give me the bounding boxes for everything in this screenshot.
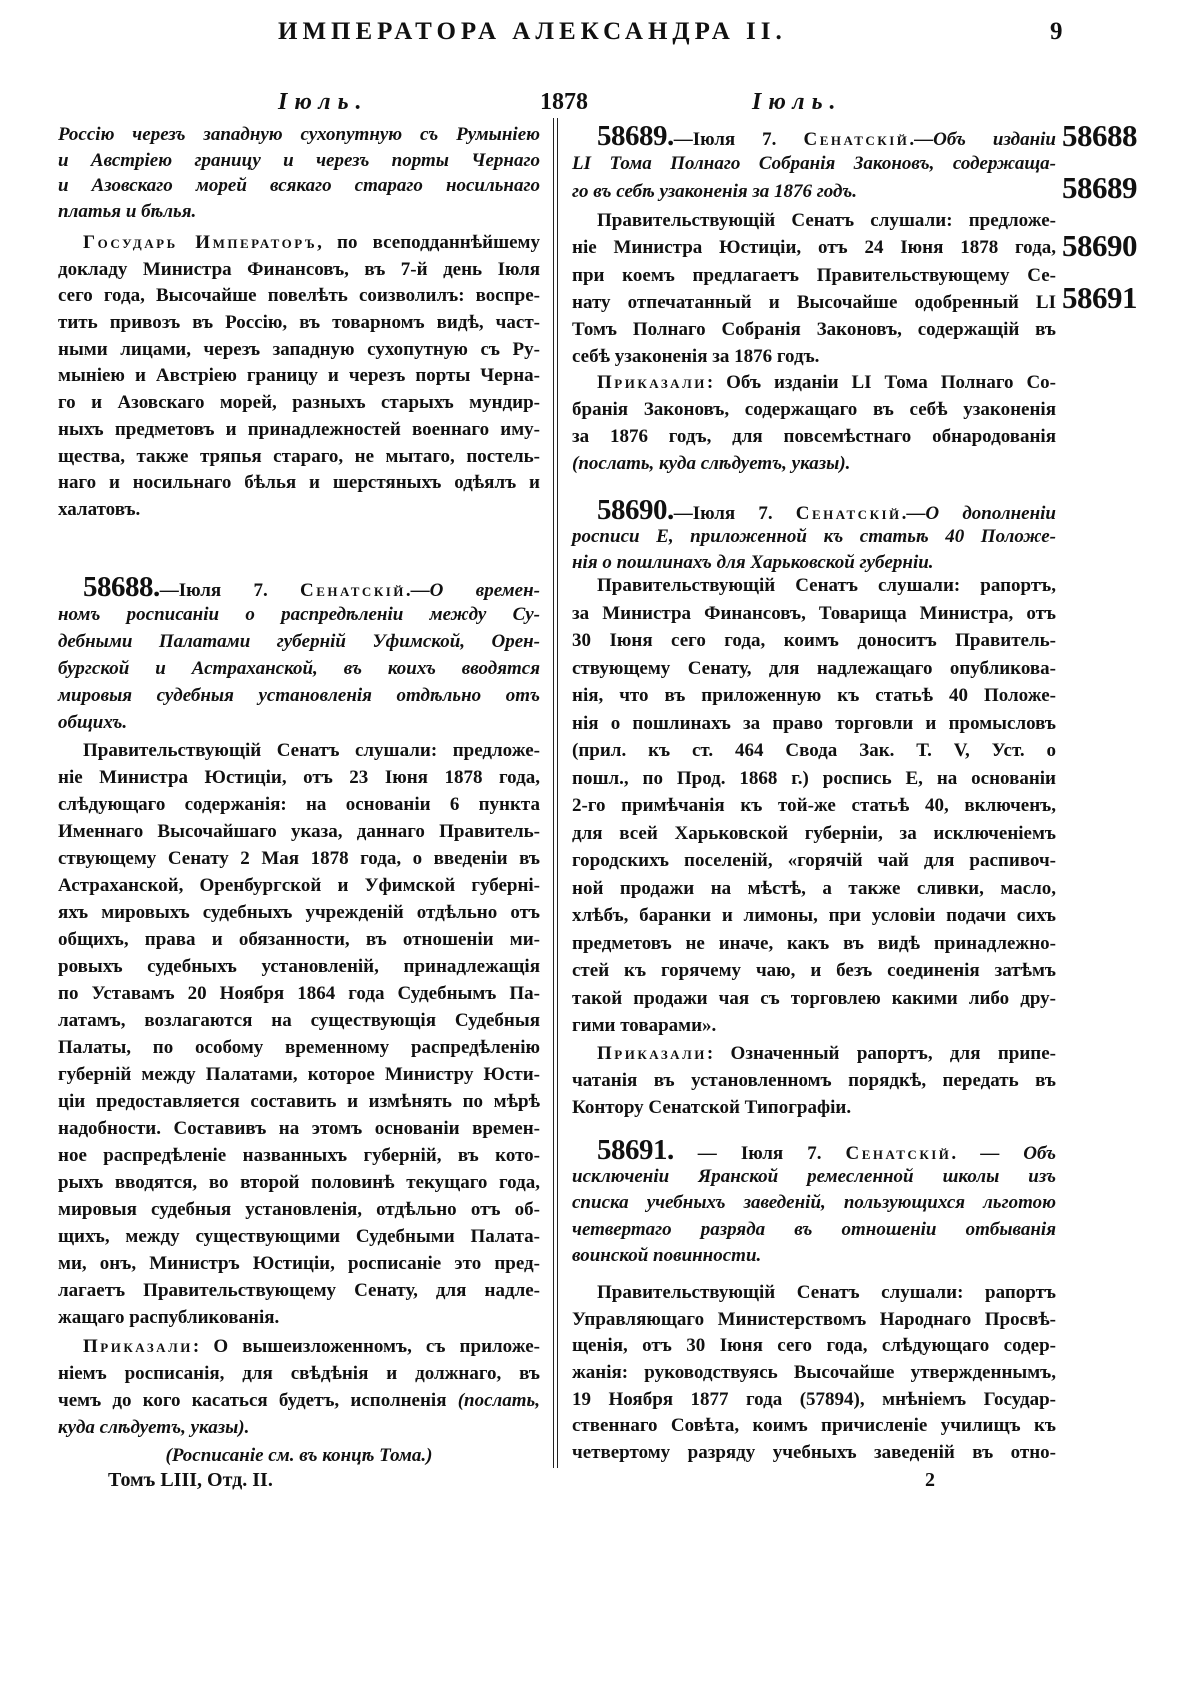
text-line bbox=[572, 682, 1056, 710]
small-caps-text: Государь Императоръ bbox=[83, 232, 318, 253]
text-segment: для всей Харьковской губерніи, за исключеніемъ bbox=[572, 822, 1056, 844]
text-line bbox=[572, 820, 1056, 848]
text-segment: — Іюля 7. bbox=[673, 1143, 846, 1164]
text-line bbox=[572, 765, 1056, 793]
text-line bbox=[572, 289, 1056, 316]
text-line bbox=[58, 764, 540, 791]
text-segment: ное распредѣленіе названныхъ губерній, въ кото- bbox=[58, 1145, 540, 1166]
text-line bbox=[58, 571, 540, 603]
text-line bbox=[58, 953, 540, 980]
text-segment: рыхъ вводятся, во второй половинѣ текущаго года, bbox=[58, 1172, 540, 1193]
text-line bbox=[58, 1007, 540, 1034]
text-segment: Астраханской, Оренбургской и Уфимской губерні- bbox=[58, 875, 540, 896]
text-segment: четвертаго разряда въ отношеніи отбыванія bbox=[572, 1218, 1056, 1240]
text-segment: нату отпечатанный и Высочайше одобренный LI bbox=[572, 291, 1056, 313]
text-line bbox=[58, 709, 540, 736]
text-line bbox=[58, 1223, 540, 1250]
text-segment: себѣ узаконенія за 1876 годъ. bbox=[572, 346, 820, 368]
text-segment: сего года, Высочайше повелѣть соизволилъ: воспре- bbox=[58, 285, 540, 307]
text-line bbox=[58, 1196, 540, 1223]
text-segment: мировыя судебныя установленія, отдѣльно отъ об- bbox=[58, 1199, 540, 1220]
text-segment: .— bbox=[901, 503, 926, 524]
text-segment: ствующему Сенату, для надлежащаго опубликова- bbox=[572, 657, 1056, 679]
text-line bbox=[58, 1277, 540, 1304]
text-segment: надобности. Составивъ на этомъ основаніи времен- bbox=[58, 1118, 540, 1139]
text-segment: мыніею и Австріею границу и черезъ порты Черна- bbox=[58, 365, 540, 387]
text-segment: ственнаго Совѣта, коимъ причисленіе училищъ къ bbox=[572, 1415, 1056, 1437]
text-segment: воинской повинности. bbox=[572, 1245, 762, 1267]
text-line bbox=[572, 1243, 1056, 1270]
text-line bbox=[572, 957, 1056, 985]
text-line bbox=[572, 178, 1056, 206]
text-line bbox=[572, 1387, 1056, 1414]
text-line bbox=[58, 682, 540, 709]
text-segment: при коемъ предлагаетъ Правительствующему Се- bbox=[572, 264, 1056, 286]
running-title: ИМПЕРАТОРА АЛЕКСАНДРА II. bbox=[278, 18, 787, 45]
text-line bbox=[58, 363, 540, 390]
text-line bbox=[58, 1061, 540, 1088]
text-segment: ціи предоставляется составить и измѣнять по мѣрѣ bbox=[58, 1091, 540, 1112]
text-segment: чатанія въ установленномъ порядкѣ, передать въ bbox=[572, 1070, 1056, 1091]
text-line bbox=[572, 847, 1056, 875]
text-segment: платья и бѣлья. bbox=[58, 200, 197, 222]
text-segment: предметовъ не иначе, какъ въ видѣ принадлежно- bbox=[572, 932, 1056, 954]
text-block bbox=[572, 369, 1056, 477]
text-line bbox=[58, 818, 540, 845]
small-caps-text: Приказали bbox=[597, 372, 707, 393]
text-line bbox=[572, 1164, 1056, 1191]
small-caps-text: Приказали bbox=[83, 1336, 193, 1357]
text-line bbox=[58, 390, 540, 417]
text-segment: бранія Законовъ, содержащаго въ себѣ узаконенія bbox=[572, 399, 1056, 420]
text-line bbox=[58, 199, 540, 225]
text-segment: Правительствующій Сенатъ слушали: рапортъ, bbox=[597, 575, 1056, 596]
text-line bbox=[572, 1217, 1056, 1244]
text-line bbox=[58, 926, 540, 953]
month-left: Іюль. bbox=[278, 89, 369, 115]
text-line bbox=[58, 337, 540, 364]
text-segment: , по всеподданнѣйшему bbox=[317, 232, 540, 253]
text-segment: Объ bbox=[1023, 1143, 1056, 1164]
year: 1878 bbox=[540, 89, 588, 115]
text-segment: : Означенный рапортъ, для припе- bbox=[706, 1043, 1056, 1064]
column-divider bbox=[553, 118, 554, 1468]
text-line bbox=[58, 310, 540, 337]
text-line bbox=[58, 628, 540, 655]
text-line bbox=[58, 1442, 540, 1469]
text-segment: LI Тома Полнаго Собранія Законовъ, содержаща- bbox=[572, 153, 1056, 174]
text-segment: докладу Министра Финансовъ, въ 7-й день Іюля bbox=[58, 258, 540, 280]
text-segment: щенія, отъ 30 Іюня сего года, слѣдующаго содер- bbox=[572, 1335, 1056, 1357]
text-line bbox=[572, 1440, 1056, 1467]
text-segment: ствующему Сенату 2 Мая 1878 года, о введеніи въ bbox=[58, 848, 540, 869]
small-caps-text: Сенатскій bbox=[803, 129, 910, 150]
text-segment: ми, онъ, Министръ Юстиціи, росписаніе это пред- bbox=[58, 1253, 540, 1274]
text-segment: губерній между Палатами, которое Министру Юсти- bbox=[58, 1064, 540, 1085]
text-line bbox=[572, 1040, 1056, 1067]
text-line bbox=[572, 450, 1056, 477]
text-line bbox=[572, 396, 1056, 423]
text-block bbox=[58, 122, 540, 224]
text-line bbox=[58, 1360, 540, 1387]
text-block bbox=[58, 230, 540, 524]
text-segment: жащаго распубликованія. bbox=[58, 1307, 280, 1328]
text-line bbox=[572, 792, 1056, 820]
text-line bbox=[58, 122, 540, 148]
decree-number: 58688. bbox=[83, 571, 160, 603]
text-segment: ніе Министра Юстиціи, отъ 23 Іюня 1878 года, bbox=[58, 767, 540, 788]
text-segment: такой продажи чая съ торговлею какими либо дру- bbox=[572, 987, 1056, 1009]
text-line bbox=[572, 316, 1056, 343]
text-line bbox=[572, 875, 1056, 903]
text-line bbox=[572, 600, 1056, 628]
text-block bbox=[58, 571, 540, 736]
text-line bbox=[572, 369, 1056, 396]
text-segment: Правительствующій Сенатъ слушали: предложе- bbox=[83, 740, 540, 761]
text-segment: четвертому разряду учебныхъ заведеній въ отно- bbox=[572, 1442, 1056, 1464]
text-segment: : О вышеизложенномъ, съ приложе- bbox=[192, 1336, 540, 1357]
text-line bbox=[572, 122, 1056, 150]
text-segment: хлѣбъ, баранки и лимоны, при условіи подачи сихъ bbox=[572, 905, 1056, 926]
text-segment: .— bbox=[405, 580, 430, 601]
text-line bbox=[572, 234, 1056, 261]
text-segment: яхъ мировыхъ судебныхъ учрежденій отдѣльно отъ bbox=[58, 902, 540, 923]
text-block bbox=[572, 122, 1056, 206]
text-segment: росписи Е, приложенной къ статьѣ 40 Положе- bbox=[572, 525, 1056, 547]
small-caps-text: Приказали bbox=[597, 1043, 707, 1064]
text-segment: куда слѣдуетъ, указы). bbox=[58, 1417, 250, 1438]
margin-number: 58690 bbox=[1062, 228, 1137, 263]
text-segment: халатовъ. bbox=[58, 498, 141, 520]
text-block bbox=[58, 1442, 540, 1469]
text-line bbox=[572, 1280, 1056, 1307]
text-line bbox=[58, 1088, 540, 1115]
month-right: Іюль. bbox=[752, 89, 843, 115]
text-segment: Правительствующій Сенатъ слушали: рапортъ bbox=[597, 1282, 1056, 1303]
text-block bbox=[572, 572, 1056, 1040]
text-segment: (прил. къ ст. 464 Свода Зак. Т. V, Уст. о bbox=[572, 740, 1056, 761]
text-segment: ніемъ росписанія, для свѣдѣнія и должнаго, въ bbox=[58, 1363, 540, 1384]
text-line bbox=[572, 1067, 1056, 1094]
text-block bbox=[572, 1040, 1056, 1121]
text-segment: ной продажи на мѣстѣ, а также сливки, масло, bbox=[572, 877, 1056, 899]
text-segment: (послать, куда слѣдуетъ, указы). bbox=[572, 453, 851, 474]
text-line bbox=[572, 1012, 1056, 1040]
text-segment: 19 Ноября 1877 года (57894), мнѣніемъ Государ- bbox=[572, 1388, 1056, 1410]
text-line bbox=[58, 1414, 540, 1441]
text-line bbox=[572, 710, 1056, 738]
volume-footer: Томъ LIII, Отд. II. bbox=[108, 1469, 273, 1491]
text-segment: Контору Сенатской Типографіи. bbox=[572, 1097, 852, 1118]
text-segment: ровыхъ судебныхъ установленій, принадлежащія bbox=[58, 956, 540, 977]
text-segment: Именнаго Высочайшаго указа, даннаго Правитель- bbox=[58, 821, 540, 842]
text-segment: жанія: руководствуясь Высочайше утвержденнымъ, bbox=[572, 1362, 1056, 1384]
text-line bbox=[572, 655, 1056, 683]
decree-number: 58691. bbox=[597, 1134, 674, 1166]
text-segment: О дополненіи bbox=[925, 503, 1056, 524]
text-line bbox=[572, 737, 1056, 765]
text-line bbox=[572, 494, 1056, 526]
text-block bbox=[572, 207, 1056, 371]
text-line bbox=[58, 872, 540, 899]
text-segment: наго и носильнаго бѣлья и шерстяныхъ одѣялъ и bbox=[58, 472, 540, 494]
text-segment: 30 Іюня сего года, коимъ доноситъ Правитель- bbox=[572, 630, 1056, 651]
page-number: 9 bbox=[1050, 18, 1068, 45]
text-line bbox=[572, 1413, 1056, 1440]
text-line bbox=[58, 1142, 540, 1169]
column-divider bbox=[557, 118, 558, 1468]
text-segment: 2-го примѣчанія къ той-же статьѣ 40, включенъ, bbox=[572, 795, 1056, 816]
text-line bbox=[58, 470, 540, 497]
text-segment: чемъ до кого касаться будетъ, исполненія bbox=[58, 1390, 458, 1411]
text-line bbox=[58, 737, 540, 764]
text-segment: : Объ изданіи LI Тома Полнаго Со- bbox=[706, 372, 1056, 393]
margin-number: 58691 bbox=[1062, 280, 1137, 315]
text-line bbox=[58, 1169, 540, 1196]
text-line bbox=[58, 1034, 540, 1061]
text-line bbox=[572, 423, 1056, 450]
text-segment: Россію черезъ западную сухопутную съ Румыніею bbox=[58, 124, 540, 145]
text-line bbox=[572, 930, 1056, 958]
text-block bbox=[572, 1280, 1056, 1467]
text-segment: по Уставамъ 20 Ноября 1864 года Судебнымъ Па- bbox=[58, 983, 540, 1004]
text-line bbox=[572, 1333, 1056, 1360]
text-line bbox=[58, 899, 540, 926]
text-segment: за 1876 годъ, для повсемѣстнаго обнародованія bbox=[572, 426, 1056, 447]
text-block bbox=[572, 494, 1056, 577]
text-segment: (послать, bbox=[457, 1390, 540, 1411]
text-segment: Томъ Полнаго Собранія Законовъ, содержащій въ bbox=[572, 319, 1056, 341]
text-line bbox=[572, 627, 1056, 655]
text-segment: общихъ, права и обязанности, въ отношеніи ми- bbox=[58, 929, 540, 950]
text-segment: Объ изданіи bbox=[933, 129, 1056, 150]
text-segment: списка учебныхъ заведеній, пользующихся льготою bbox=[572, 1192, 1056, 1214]
text-line bbox=[58, 230, 540, 257]
text-segment: Управляющаго Министерствомъ Народнаго Просвѣ- bbox=[572, 1308, 1056, 1330]
text-line bbox=[58, 283, 540, 310]
text-line bbox=[572, 524, 1056, 551]
text-segment: ніе Министра Юстиціи, отъ 24 Іюня 1878 года, bbox=[572, 237, 1056, 259]
text-segment: общихъ. bbox=[58, 712, 128, 733]
text-line bbox=[572, 1134, 1056, 1166]
text-line bbox=[58, 655, 540, 682]
text-segment: исключеніи Яранской ремесленной школы изъ bbox=[572, 1165, 1056, 1187]
text-segment: мировыя судебныя установленія отдѣльно отъ bbox=[58, 685, 540, 706]
text-line bbox=[58, 791, 540, 818]
text-line bbox=[58, 417, 540, 444]
text-line bbox=[58, 845, 540, 872]
text-line bbox=[58, 148, 540, 174]
text-line bbox=[572, 343, 1056, 370]
text-segment: ныхъ предметовъ и принадлежностей военнаго иму- bbox=[58, 418, 540, 440]
text-segment: (Росписаніе см. въ концѣ Тома.) bbox=[165, 1445, 433, 1466]
text-line bbox=[58, 257, 540, 284]
text-line bbox=[572, 262, 1056, 289]
margin-number: 58688 bbox=[1062, 118, 1137, 153]
text-segment: гими товарами». bbox=[572, 1015, 717, 1036]
text-segment: латамъ, возлагаются на существующія Судебныя bbox=[58, 1010, 540, 1031]
text-line bbox=[58, 1387, 540, 1414]
text-line bbox=[572, 150, 1056, 178]
text-line bbox=[58, 980, 540, 1007]
text-segment: лагаетъ Правительствующему Сенату, для надле- bbox=[58, 1280, 540, 1301]
text-line bbox=[572, 1094, 1056, 1121]
text-segment: номъ росписаніи о распредѣленіи между Су- bbox=[58, 604, 540, 625]
text-line bbox=[58, 1115, 540, 1142]
text-line bbox=[58, 173, 540, 199]
text-segment: —Іюля 7. bbox=[159, 580, 301, 601]
text-segment: пошл., по Прод. 1868 г.) роспись Е, на основаніи bbox=[572, 767, 1056, 789]
text-line bbox=[572, 1307, 1056, 1334]
text-segment: нія, что въ приложенную къ статьѣ 40 Положе- bbox=[572, 685, 1056, 706]
text-block bbox=[58, 737, 540, 1331]
text-block bbox=[572, 1134, 1056, 1270]
text-block bbox=[58, 1333, 540, 1441]
text-segment: ными лицами, черезъ западную сухопутную съ Ру- bbox=[58, 338, 540, 360]
margin-number: 58689 bbox=[1062, 170, 1137, 205]
text-line bbox=[58, 1304, 540, 1331]
text-segment: щихъ, между существующими Судебными Палата- bbox=[58, 1226, 540, 1247]
small-caps-text: Сенатскій bbox=[795, 503, 902, 524]
text-segment: щества, также тряпья стараго, не мытаго, постель- bbox=[58, 445, 540, 467]
text-segment: бургской и Астраханской, въ коихъ вводятся bbox=[58, 658, 540, 679]
text-line bbox=[58, 1333, 540, 1360]
text-segment: и Азовскаго морей всякаго стараго носильнаго bbox=[58, 175, 540, 196]
text-segment: дебными Палатами губерній Уфимской, Орен- bbox=[58, 631, 540, 652]
text-segment: нія о пошлинахъ за право торговли и промысловъ bbox=[572, 712, 1056, 734]
small-caps-text: Сенатскій bbox=[845, 1143, 952, 1164]
text-line bbox=[58, 497, 540, 524]
text-segment: за Министра Финансовъ, Товарища Министра, отъ bbox=[572, 602, 1056, 624]
text-line bbox=[58, 601, 540, 628]
decree-number: 58689. bbox=[597, 120, 674, 152]
text-segment: . — bbox=[951, 1143, 1024, 1164]
text-segment: —Іюля 7. bbox=[673, 503, 796, 524]
text-segment: О времен- bbox=[429, 580, 540, 601]
text-line bbox=[572, 1360, 1056, 1387]
text-line bbox=[572, 1190, 1056, 1217]
text-segment: и Австріею границу и черезъ порты Чернаго bbox=[58, 149, 540, 171]
text-line bbox=[572, 985, 1056, 1013]
text-segment: слѣдующаго содержанія: на основаніи 6 пункта bbox=[58, 794, 540, 815]
text-segment: —Іюля 7. bbox=[673, 129, 804, 150]
text-segment: тить привозъ въ Россію, въ товарномъ видѣ, част- bbox=[58, 312, 540, 334]
text-segment: стей къ горячему чаю, и безъ соединенія затѣмъ bbox=[572, 960, 1056, 981]
small-caps-text: Сенатскій bbox=[300, 580, 406, 601]
text-segment: .— bbox=[909, 129, 934, 150]
text-line bbox=[572, 207, 1056, 234]
text-line bbox=[572, 572, 1056, 600]
text-segment: го и Азовскаго морей, разныхъ старыхъ мундир- bbox=[58, 392, 540, 414]
text-segment: Палаты, по особому временному распредѣленію bbox=[58, 1037, 540, 1058]
text-line bbox=[58, 1250, 540, 1277]
text-line bbox=[572, 902, 1056, 930]
text-segment: городскихъ поселеній, «горячій чай для распивоч- bbox=[572, 850, 1056, 871]
text-segment: нія о пошлинахъ для Харьковской губерніи. bbox=[572, 552, 934, 573]
text-segment: Правительствующій Сенатъ слушали: предложе- bbox=[597, 210, 1056, 231]
decree-number: 58690. bbox=[597, 494, 674, 526]
text-line bbox=[58, 444, 540, 471]
text-segment: го въ себѣ узаконенія за 1876 годъ. bbox=[572, 181, 857, 202]
signature-mark: 2 bbox=[925, 1469, 935, 1491]
